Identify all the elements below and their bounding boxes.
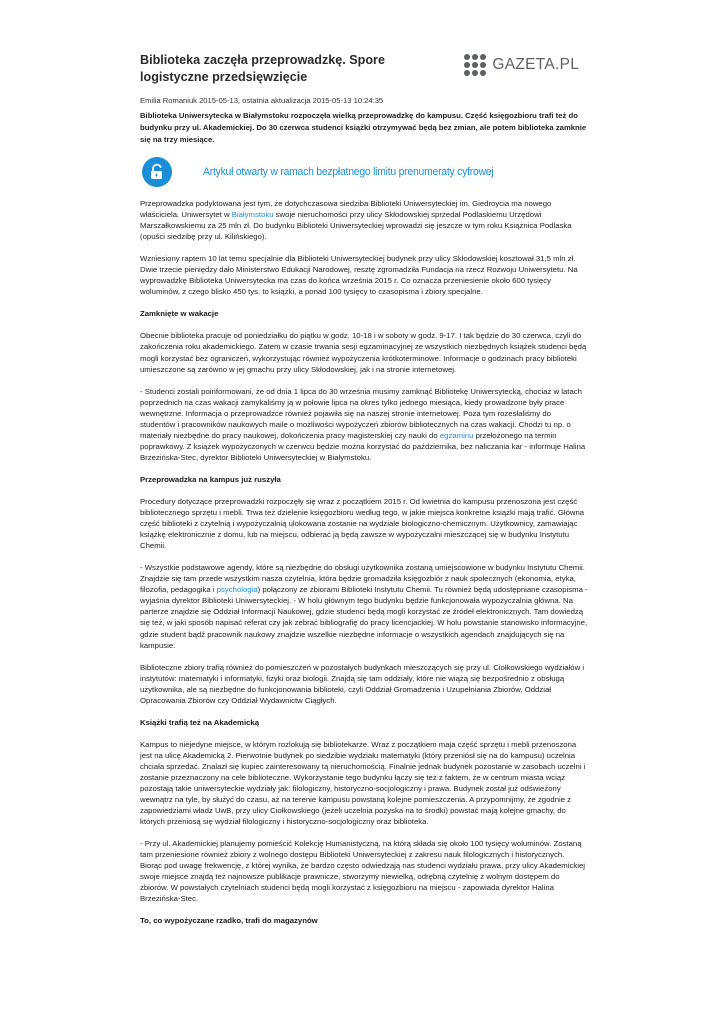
- paragraph: Wzniesiony raptem 10 lat temu specjalnie dla Biblioteki Uniwersyteckiej budynek przy ulicy Skłodowskiej kosztował 31,5 mln zł. Dwie trzecie pieniędzy dało Ministerstwo Edukacji Narodowej, resztę zgromadziła Fundacja na rzecz Rozwoju Uniwersytetu. Na wyprowadzkę Biblioteka Uniwersytecka ma czas do końca września 2015 r. Co oznacza przeniesienie około 600 tysięcy woluminów, z czego blisko 450 tys. to książki, a ponad 100 tysięcy to czasopisma i zbiory specjalne.: [140, 254, 578, 297]
- paragraph: Procedury dotyczące przeprowadzki rozpoczęły się wraz z początkiem 2015 r. Od kwietnia do kampusu przenoszona jest część bibliotecznego sprzętu i mebli. Trwa też dzielenie księgozbioru według tego, w jakie miejsca konkretne książki mają trafić. Główna część biblioteki z czytelnią i wypożyczalnią ulokowana zostanie na wydziale biologiczno-chemicznym. Użytkownicy, zamawiając książkę elektronicznie z domu, lub na miejscu, odbierać ją będą zawsze w wypożyczalni mieszczącej się w budynku Instytutu Chemii.: [140, 496, 585, 551]
- paragraph: Obecnie biblioteka pracuje od poniedziałku do piątku w godz. 10-18 i w soboty w godz. 9-17. I tak będzie do 30 czerwca, czyli do zakończenia roku akademickiego. Zatem w czasie trwania sesji egzaminacyjnej ze wszystkich niezbędnych książek studenci będą mogli korzystać bez ograniczeń, wykorzystując również wypożyczenia krótkoterminowe. Informacje o godzinach pracy biblioteki umieszczone są zarówno w jej gmachu przy ulicy Skłodowskiej, jak i na stronie internetowej.: [140, 331, 587, 374]
- section-heading: To, co wypożyczane rzadko, trafi do magazynów: [140, 916, 318, 926]
- article-title: Biblioteka zaczęła przeprowadzkę. Spore logistyczne przedsięwzięcie: [140, 53, 385, 84]
- logo-text: GAZETA.PL: [492, 56, 580, 73]
- link-bialystok[interactable]: Białymstoku: [231, 210, 274, 220]
- free-limit-banner: [142, 155, 588, 189]
- article-byline: Emilia Romaniuk 2015-05-13, ostatnia aktualizacja 2015-05-13 10:24:35: [140, 96, 384, 105]
- article-body: [140, 198, 588, 938]
- section-heading: Zamknięte w wakacje: [140, 309, 219, 319]
- gazeta-logo[interactable]: [464, 49, 588, 81]
- unlock-icon: [142, 157, 172, 187]
- section-heading: Książki trafią też na Akademicką: [140, 717, 260, 727]
- logo-dots-icon: [464, 54, 486, 76]
- free-limit-text: Artykuł otwarty w ramach bezpłatnego limitu prenumeraty cyfrowej: [203, 166, 494, 178]
- section-heading: Przeprowadzka na kampus już ruszyła: [140, 474, 281, 484]
- paragraph: - Przy ul. Akademickiej planujemy pomieścić Kolekcję Humanistyczną, na którą składa się około 100 tysięcy woluminów. Zostaną tam przeniesione również zbiory z wolnego dostępu Biblioteki Uniwersyteckiej z zakresu nauk filologicznych i historycznych. Biorąc pod uwagę frekwencję, z której wynika, że bardzo często odwiedzają nas studenci wydziału prawa, przy ulicy Akademickiej swoje miejsce znajdą też najnowsze publikacje prawnicze, stworzymy niewielką, odrębną czytelnię z wolnym dostępem do zbiorów. W powstałych czytelniach studenci będą mogli korzystać z księgozbioru na miejscu - zapowiada dyrektor Halina Brzezińska-Stec.: [140, 839, 585, 904]
- article-lead: Biblioteka Uniwersytecka w Białymstoku rozpoczęła wielką przeprowadzkę do kampusu. Część księgozbioru trafi też do budynku przy ul. Akademickiej. Do 30 czerwca studenci książki otrzymywać będą bez zmian, ale potem biblioteka zamknie się na trzy miesiące.: [140, 110, 587, 144]
- paragraph: - Studenci zostali poinformowani, że od dnia 1 lipca do 30 września musimy zamknąć Bibliotekę Uniwersytecką, chociaż w latach poprzednich na czas wakacji zamykaliśmy ją w połowie lipca na okres tylko jednego miesiąca, kiedy prowadzone były prace wewnętrzne. Informacja o przeprowadzce również pojawiła się na naszej stronie internetowej. Poza tym rozesłaliśmy do studentów i pracowników naukowych maile o możliwości wypożyczeń zbiorów bibliotecznych na czas wakacji. Chodzi tu np. o materiały niezbędne do pracy naukowej, dokończenia pracy magisterskiej czy nauki do egzaminu przełożonego na termin poprawkowy. Z książek wypożyczonych w czerwcu będzie można korzystać do października, bez naliczania kar - informuje Halina Brzezińska-Stec, dyrektor Biblioteki Uniwersyteckiej w Białymstoku.: [140, 386, 586, 462]
- paragraph: - Wszystkie podstawowe agendy, które są niezbędne do obsługi użytkownika zostaną umiejscowione w budynku Instytutu Chemii. Znajdzie się tam przede wszystkim nasza czytelnia, która będzie gromadziła księgozbiór z nauk społecznych (ekonomia, etyka, filozofia, pedagogika i psychologia) połączony ze zbiorami Biblioteki Instytutu Chemii. Tu również będą udostępniane czasopisma - wyjaśnia dyrektor Biblioteki Uniwersyteckiej. - W holu głównym tego budynku będzie funkcjonowała wypożyczalnia główna. Na parterze znajdzie się Oddział Informacji Naukowej, gdzie studenci będą mogli korzystać ze źródeł elektronicznych. Tam dowiedzą się też, w jaki sposób napisać referat czy jak zebrać bibliografię do pracy licencjackiej. W holu powstanie stanowisko informacyjne, gdzie student bądź pracownik naukowy znajdzie wszelkie niezbędne informacje o wszystkich agendach znajdujących się na kampusie.: [140, 563, 588, 650]
- paragraph: Biblioteczne zbiory trafią również do pomieszczeń w pozostałych budynkach mieszczących się przy ul. Ciołkowskiego wydziałów i instytutów: matematyki i informatyki, fizyki oraz biologii. Znajdą się tam oddziały, które nie wiążą się bezpośrednio z obsługą użytkownika, ale są niezbędne do funkcjonowania biblioteki, czyli Oddział Gromadzenia i Uzupełniania Zbiorów, Oddział Opracowania Zbiorów czy Oddział Wydawnictw Ciągłych.: [140, 662, 585, 705]
- link-egzaminu[interactable]: egzaminu: [439, 430, 474, 440]
- paragraph: Kampus to niejedyne miejsce, w którym rozlokują się bibliotekarze. Wraz z początkiem maja część sprzętu i mebli przenoszona jest na ulicę Akademicką 2. Pierwotnie budynek po siedzibie wydziału matematyki (który przeniósł się na do kampusu) uczelnia chciała sprzedać. Znalazł się kupiec zainteresowany tą nieruchomością. Finalnie jednak budynek pozostanie w zasobach uczelni i zostanie przeznaczony na cele biblioteczne. Wykorzystanie tego budynku łączy się też z faktem, że w centrum miasta wciąż pozostają takie uniwersyteckie wydziały jak: filologiczny, historyczno-socjologiczny i prawa. Budynek został już odświeżony wewnątrz na tyle, by służyć do czasu, aż na terenie kampusu powstaną kolejne pomieszczenia. A przypomnijmy, że zgodnie z zapowiedziami władz UwB, przy ulicy Ciołkowskiego (jeżeli uczelnia pozyska na to środki) powstać mają kolejne gmachy, do których przeniosą się wydział filologiczny i historyczno-socjologiczny oraz biblioteka.: [140, 739, 586, 827]
- link-psychologia[interactable]: psychologia: [216, 585, 258, 595]
- paragraph: Przeprowadzka podyktowana jest tym, że dotychczasowa siedziba Biblioteki Uniwersyteckiej im. Giedroycia ma nowego właściciela. Uniwersytet w Białymstoku swoje nieruchomości przy ulicy Skłodowskiej sprzedał Podlaskiemu Urzędowi Marszałkowskiemu za 25 mln zł. Do budynku Biblioteki Uniwersyteckiej wprowadzi się jeszcze w tym roku Książnica Podlaska (opuści siedzibę przy ul. Kilińskiego).: [140, 199, 572, 242]
